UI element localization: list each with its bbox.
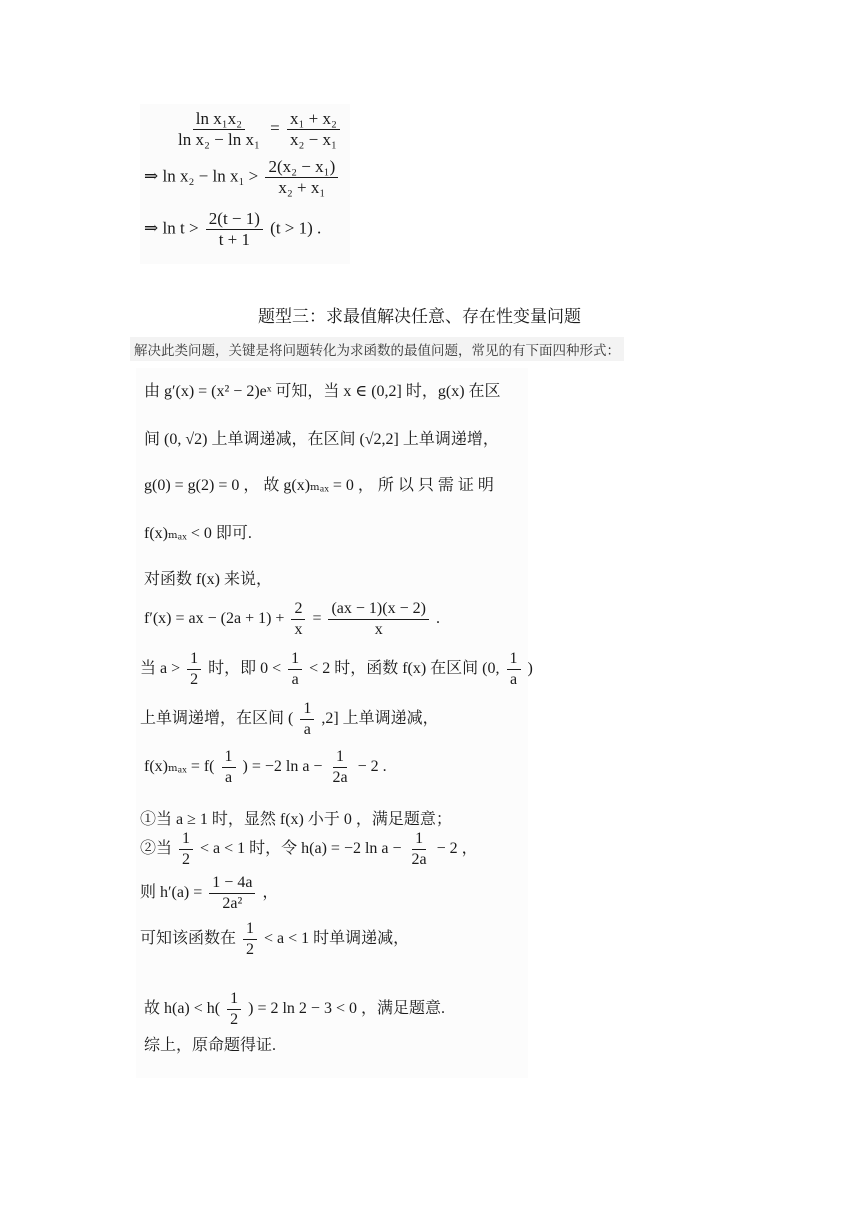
solution-line-4: f(x)ₘₐₓ < 0 即可. — [144, 525, 252, 542]
top-formula-block — [140, 104, 350, 264]
solution-line-7: 当 a > $\frac{1}{2}$ 时，即 0 < $\frac{1}{a}$ < 2 时，函数 f(x) 在区间 (0, $\frac{1}{a}$ ) — [140, 650, 533, 688]
section-title: 题型三：求最值解决任意、存在性变量问题 — [258, 307, 581, 327]
solution-line-11: ②当 $\frac{1}{2}$ < a < 1 时，令 h(a) = −2 ln a − $\frac{1}{2a}$ − 2 ， — [140, 830, 478, 868]
solution-line-5: 对函数 f(x) 来说， — [144, 571, 272, 588]
solution-line-13: 可知该函数在 $\frac{1}{2}$ < a < 1 时单调递减， — [140, 920, 410, 958]
solution-line-2: 间 (0, √2) 上单调递减，在区间 (√2,2] 上单调递增， — [144, 431, 499, 448]
solution-line-14: 故 h(a) < h( $\frac{1}{2}$ ) = 2 ln 2 − 3 < 0 ，满足题意. — [144, 990, 445, 1028]
formula-line-1: $\frac{\text{ln x₁x₂}}{\text{ln x₂ − ln x₁}}$ = $\frac{\text{x₁ + x₂}}{\text{x₂ − x₁}}$ — [172, 110, 343, 149]
solution-line-6: f′(x) = ax − (2a + 1) + $\frac{2}{x}$ = $\frac{(ax - 1)(x - 2)}{x}$ . — [144, 600, 440, 638]
solution-line-3: g(0) = g(2) = 0 ， 故 g(x)ₘₐₓ = 0 ， 所 以 只 需 证 明 — [144, 477, 494, 494]
solution-line-8: 上单调递增，在区间 ( $\frac{1}{a}$ ,2] 上单调递减， — [140, 700, 439, 738]
solution-line-1: 由 g′(x) = (x² − 2)eˣ 可知，当 x ∈ (0,2] 时，g(x) 在区 — [144, 383, 501, 400]
section-intro: 解决此类问题，关键是将问题转化为求函数的最值问题，常见的有下面四种形式： — [130, 337, 624, 361]
solution-line-10: ①当 a ≥ 1 时，显然 f(x) 小于 0 ，满足题意； — [140, 811, 452, 828]
solution-line-9: f(x)ₘₐₓ = f( $\frac{1}{a}$ ) = −2 ln a − $\frac{1}{2a}$ − 2 . — [144, 748, 387, 786]
solution-block — [136, 368, 533, 1078]
solution-line-12: 则 h′(a) = $\frac{1 - 4a}{\text{2a²}}$ ， — [140, 874, 279, 912]
solution-line-15: 综上，原命题得证. — [144, 1037, 277, 1054]
formula-line-3: ⇒ ln t > $\frac{2(t - 1)}{t + 1}$ (t > 1) . — [144, 209, 322, 249]
formula-line-2: ⇒ ln x₂ − ln x₁ > $\frac{\text{2(x₂ − x₁)}}{\text{x₂ + x₁}}$ — [144, 158, 341, 197]
